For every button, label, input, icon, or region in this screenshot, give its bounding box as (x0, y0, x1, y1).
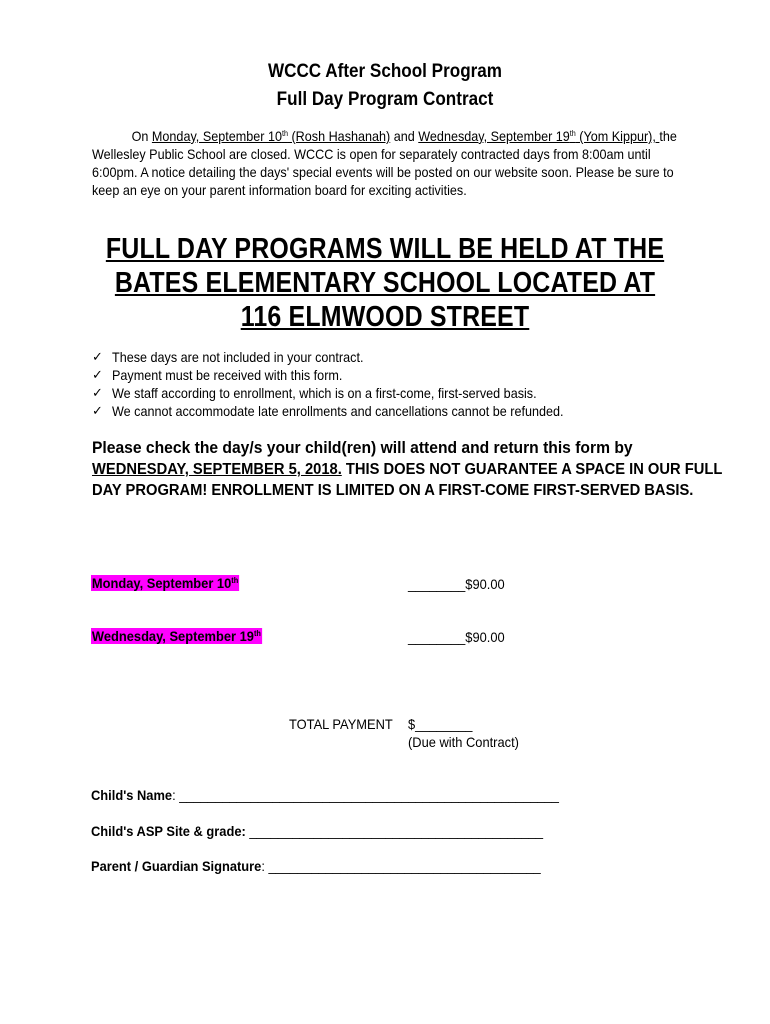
signature-field[interactable] (91, 858, 541, 874)
location-line-3: 116 ELMWOOD STREET (240, 301, 530, 333)
site-grade-line[interactable]: _________________________________________ (249, 823, 544, 839)
program-title: WCCC After School Program (267, 61, 503, 82)
list-item: ✓ We staff according to enrollment, which is on a first-come, first-served basis. (92, 385, 537, 401)
site-grade-label: Child's ASP Site & grade: (91, 823, 250, 839)
instructions-line: Please check the day/s your child(ren) will attend and return this form by (92, 438, 633, 457)
location-line-2: BATES ELEMENTARY SCHOOL LOCATED AT (114, 267, 656, 299)
intro-rest: the Wellesley Public School are closed. WCCC is open for separately contracted days from 8:00am until 6:00pm. A notice detailing the days' special events will be posted on our website soon. Please be sure to keep an eye on your parent information board for exciting activities. (92, 128, 677, 198)
checkmark-icon: ✓ (92, 385, 103, 400)
intro-and: and (390, 128, 419, 144)
contract-title: Full Day Program Contract (276, 89, 494, 110)
total-payment-field[interactable]: $________ (408, 716, 473, 732)
deadline: WEDNESDAY, SEPTEMBER 5, 2018. (92, 461, 342, 478)
list-item: ✓ Payment must be received with this form. (92, 367, 343, 383)
due-note: (Due with Contract) (408, 734, 519, 750)
list-item: ✓ We cannot accommodate late enrollments and cancellations cannot be refunded. (92, 403, 564, 419)
checkmark-icon: ✓ (92, 403, 103, 418)
date-wednesday: Wednesday, September 19th (Yom Kippur), (418, 128, 660, 144)
instructions-rest: THIS DOES NOT GUARANTEE A SPACE IN OUR FULL DAY PROGRAM! ENROLLMENT IS LIMITED ON A FIRST-COME FIRST-SERVED BASIS. (92, 461, 723, 499)
intro-paragraph (92, 127, 692, 199)
list-item: ✓ These days are not included in your contract. (92, 349, 364, 365)
location-line-1: FULL DAY PROGRAMS WILL BE HELD AT THE (105, 233, 665, 265)
signature-label: Parent / Guardian Signature (91, 858, 262, 874)
child-name-label: Child's Name (91, 787, 173, 803)
total-payment-label: TOTAL PAYMENT (289, 716, 393, 732)
instructions (92, 437, 736, 501)
signature-line[interactable]: : ______________________________________ (261, 858, 541, 874)
checkmark-icon: ✓ (92, 367, 103, 382)
child-name-line[interactable]: : _____________________________________________________ (172, 787, 559, 803)
child-name-field[interactable] (91, 787, 559, 803)
intro-lead: On (131, 128, 152, 144)
policy-list (92, 348, 614, 420)
day-option-wednesday: Wednesday, September 19th (91, 628, 261, 644)
day-option-monday: Monday, September 10th (91, 575, 239, 591)
price-wednesday[interactable]: ________$90.00 (408, 629, 505, 645)
price-monday[interactable]: ________$90.00 (408, 576, 505, 592)
date-monday: Monday, September 10th (Rosh Hashanah) (151, 128, 391, 144)
checkmark-icon: ✓ (92, 349, 103, 364)
site-grade-field[interactable] (91, 823, 543, 839)
